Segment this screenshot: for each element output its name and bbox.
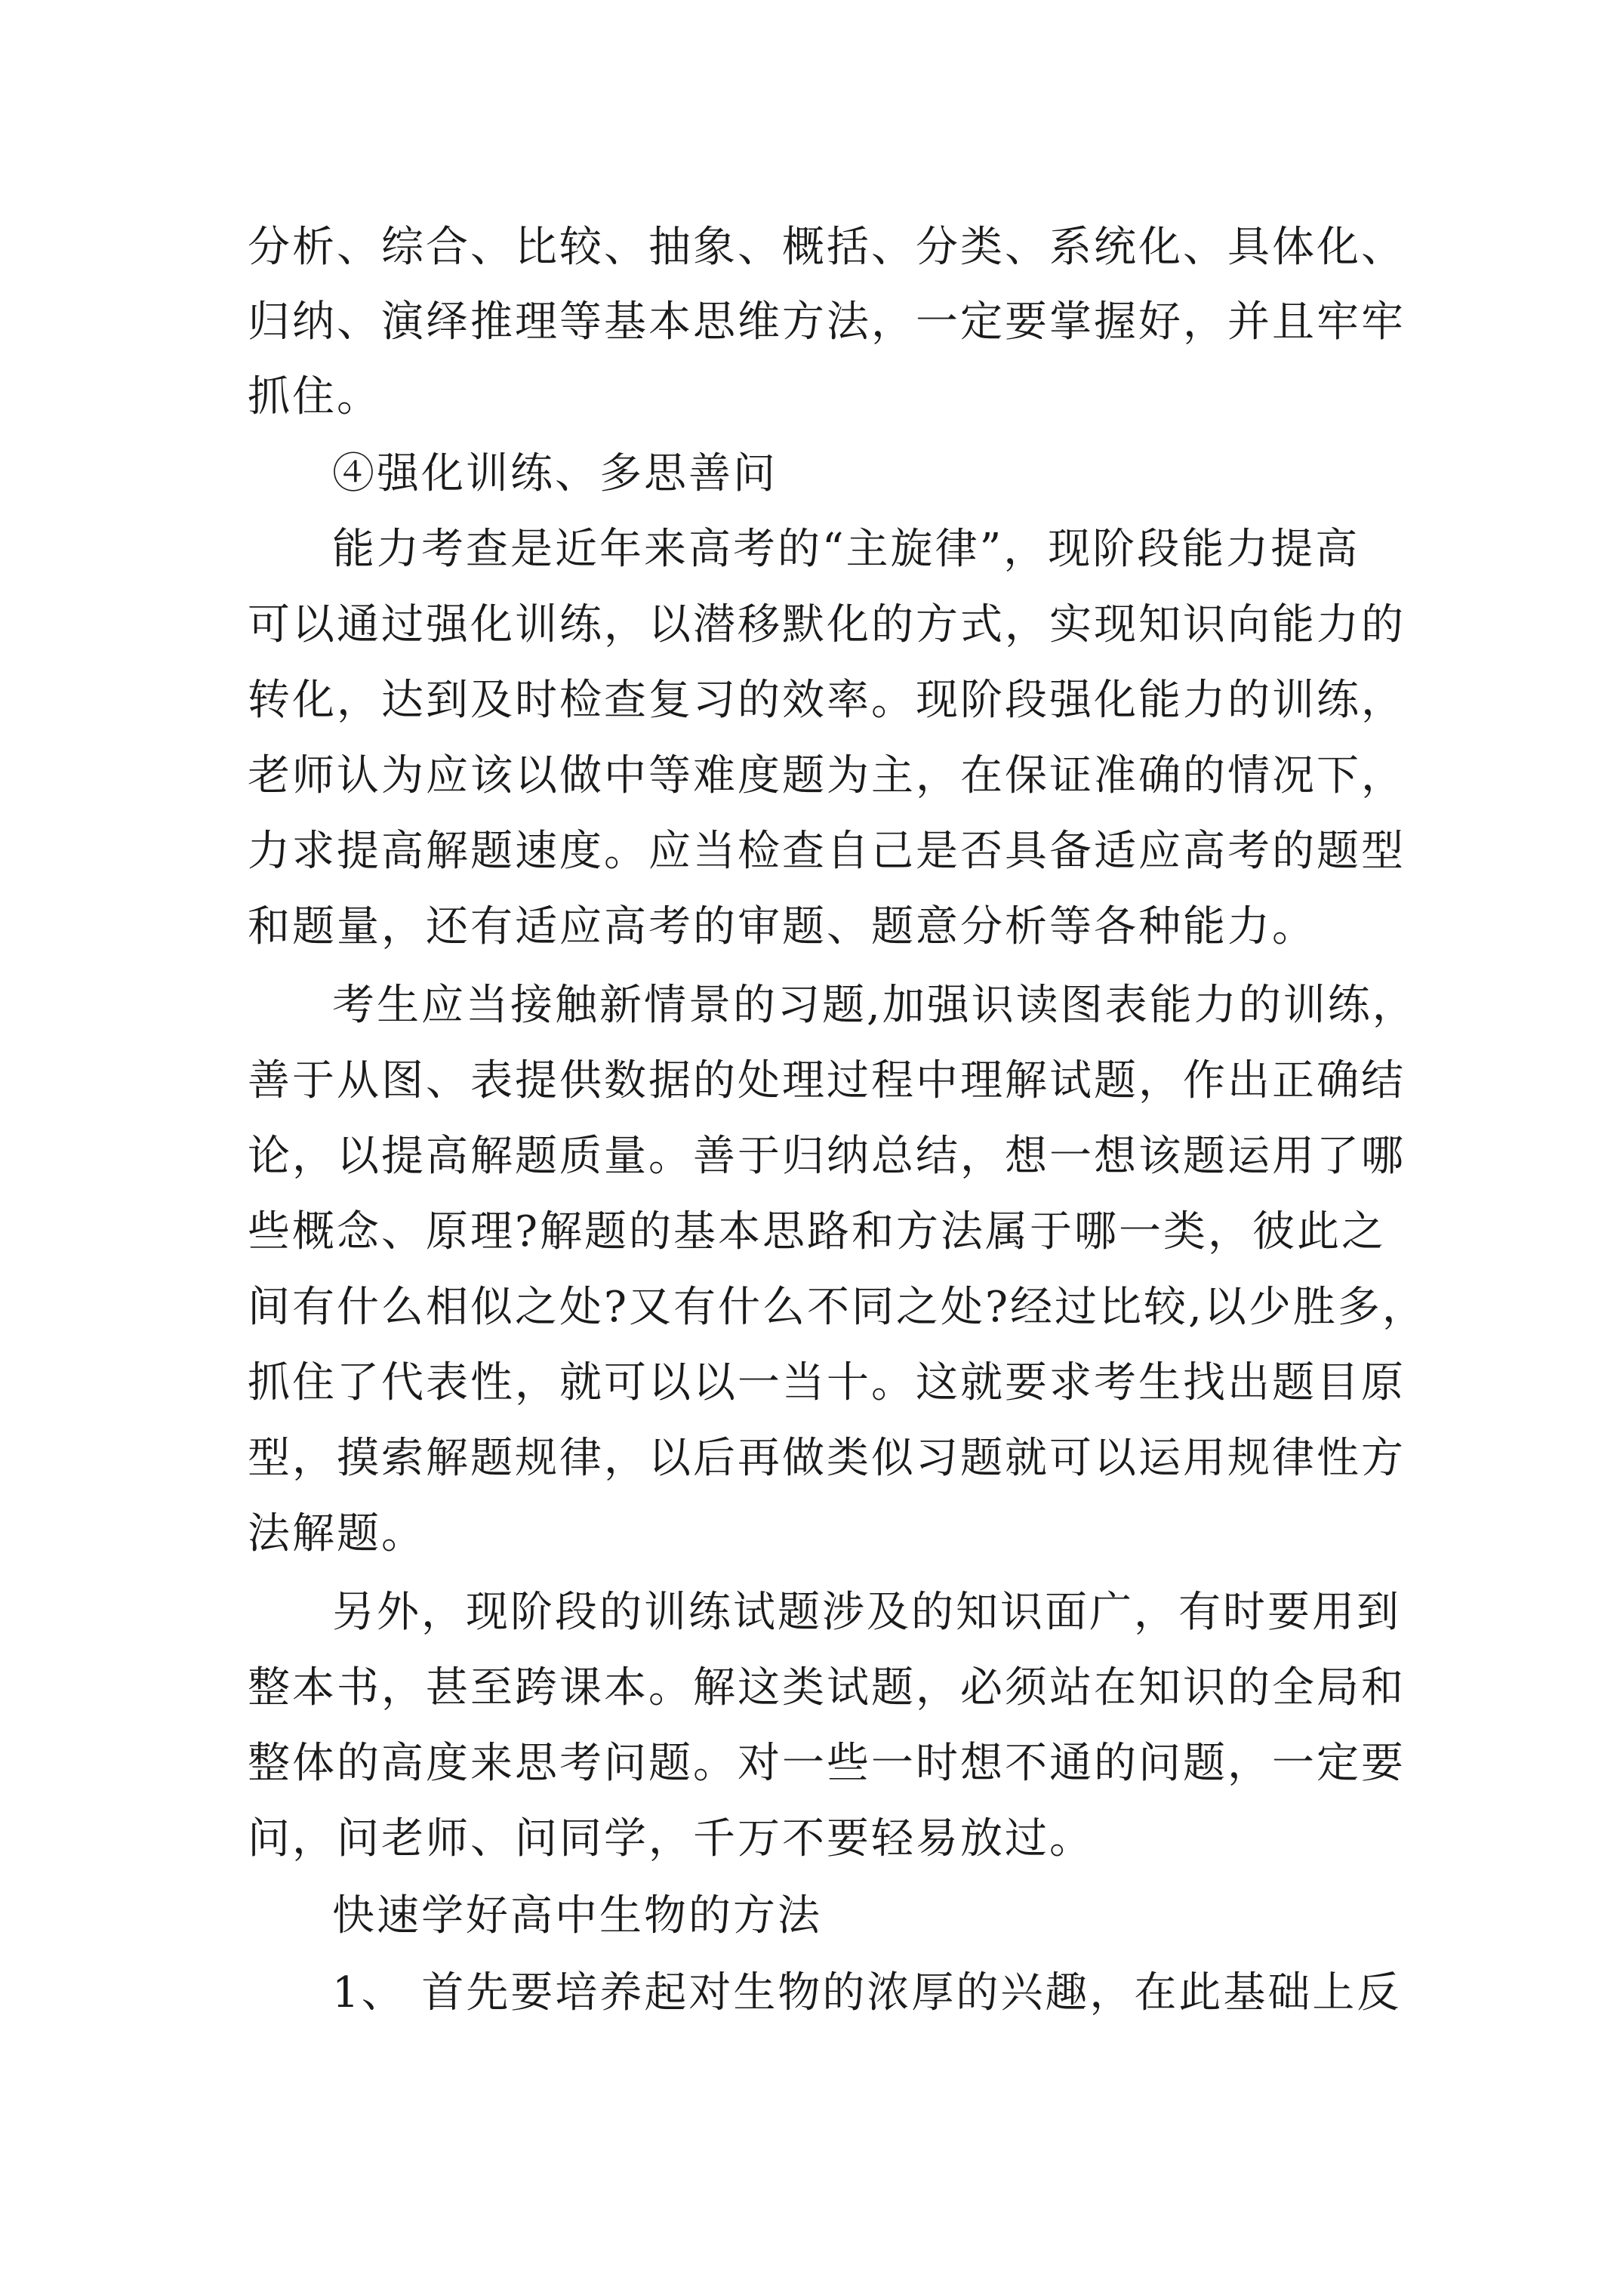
section-heading: ④强化训练、多思善问 [332, 449, 778, 498]
body-line: 老师认为应该以做中等难度题为主，在保证准确的情况下， [248, 751, 1406, 800]
body-line: 转化，达到及时检查复习的效率。现阶段强化能力的训练， [248, 676, 1406, 725]
list-item-first-line: 1、 首先要培养起对生物的浓厚的兴趣，在此基础上反 [332, 1968, 1402, 2017]
body-line: 法解题。 [248, 1509, 426, 1558]
body-line: 可以通过强化训练，以潜移默化的方式，实现知识向能力的 [248, 600, 1406, 649]
body-line: 论，以提高解题质量。善于归纳总结，想一想该题运用了哪 [248, 1132, 1406, 1181]
body-line: 间有什么相似之处?又有什么不同之处?经过比较,以少胜多， [248, 1283, 1427, 1332]
paragraph-first-line: 考生应当接触新情景的习题,加强识读图表能力的训练， [332, 981, 1417, 1030]
body-line: 和题量，还有适应高考的审题、题意分析等各种能力。 [248, 902, 1317, 951]
body-line: 些概念、原理?解题的基本思路和方法属于哪一类，彼此之 [248, 1207, 1387, 1256]
body-line: 抓住。 [248, 372, 381, 421]
body-line: 整本书，甚至跨课本。解这类试题，必须站在知识的全局和 [248, 1663, 1406, 1712]
body-line: 问，问老师、问同学，千万不要轻易放过。 [248, 1814, 1094, 1863]
body-line: 分析、综合、比较、抽象、概括、分类、系统化、具体化、 [248, 223, 1406, 272]
body-line: 整体的高度来思考问题。对一些一时想不通的问题，一定要 [248, 1739, 1406, 1788]
paragraph-first-line: 能力考查是近年来高考的“主旋律”，现阶段能力提高 [332, 525, 1360, 574]
section-heading: 快速学好高中生物的方法 [332, 1891, 822, 1940]
body-line: 归纳、演绎推理等基本思维方法，一定要掌握好，并且牢牢 [248, 297, 1406, 347]
paragraph-first-line: 另外，现阶段的训练试题涉及的知识面广，有时要用到 [332, 1588, 1401, 1637]
body-line: 型，摸索解题规律，以后再做类似习题就可以运用规律性方 [248, 1434, 1406, 1483]
body-line: 力求提高解题速度。应当检查自己是否具备适应高考的题型 [248, 827, 1406, 876]
body-line: 善于从图、表提供数据的处理过程中理解试题，作出正确结 [248, 1056, 1406, 1105]
body-line: 抓住了代表性，就可以以一当十。这就要求考生找出题目原 [248, 1358, 1406, 1407]
